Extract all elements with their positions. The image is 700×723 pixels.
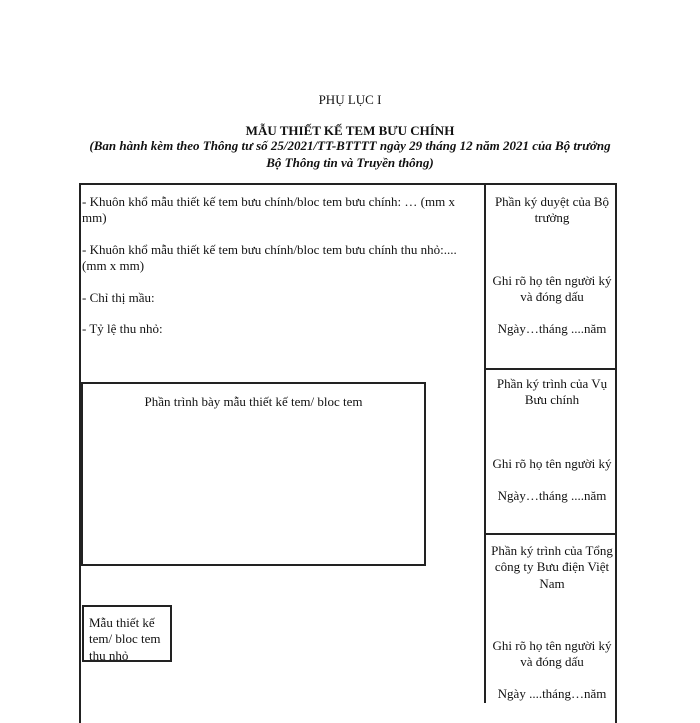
vnpost-date: Ngày ....tháng…năm [497,686,607,701]
subtitle-line-1: (Ban hành kèm theo Thông tư số 25/2021/TT-BTTTT ngày 29 tháng 12 năm 2021 của Bộ trưởng [89,138,611,153]
spec-color-indication: - Chỉ thị mầu: [82,290,155,305]
thumbnail-box [82,605,172,662]
column-divider [484,183,486,703]
subtitle-line-2: Bộ Thông tin và Truyền thông) [266,154,434,170]
spec-reduction-ratio: - Tỷ lệ thu nhỏ: [82,321,163,336]
design-area-box [81,382,426,566]
postal-dept-title: Phần ký trình của Vụ Bưu chính [496,376,608,408]
row-divider-1 [486,368,617,370]
document-title: MẪU THIẾT KẾ TEM BƯU CHÍNH [245,123,455,138]
spec-thumbnail-size: - Khuôn khổ mẫu thiết kế tem bưu chính/bloc tem bưu chính thu nhỏ:.... (mm x mm) [82,242,457,274]
minister-date: Ngày…tháng ....năm [497,321,607,336]
vnpost-signature-note: Ghi rõ họ tên người ký và đóng dấu [492,638,612,670]
minister-signature-note: Ghi rõ họ tên người ký và đóng dấu [492,273,612,305]
postal-dept-signature-note: Ghi rõ họ tên người ký [492,456,612,471]
vnpost-title: Phần ký trình của Tổng công ty Bưu điện Việt Nam [491,543,613,591]
postal-dept-date: Ngày…tháng ....năm [497,488,607,503]
thumbnail-label: Mẫu thiết kế tem/ bloc tem thu nhỏ [89,615,161,663]
minister-approval-title: Phần ký duyệt của Bộ trưởng [494,194,610,226]
document-subtitle [60,138,640,172]
design-area-label: Phần trình bày mẫu thiết kế tem/ bloc tem [144,394,363,409]
row-divider-2 [486,533,617,535]
spec-stamp-size: - Khuôn khổ mẫu thiết kế tem bưu chính/bloc tem bưu chính: … (mm x mm) [82,194,455,226]
appendix-heading: PHỤ LỤC I [318,92,382,107]
